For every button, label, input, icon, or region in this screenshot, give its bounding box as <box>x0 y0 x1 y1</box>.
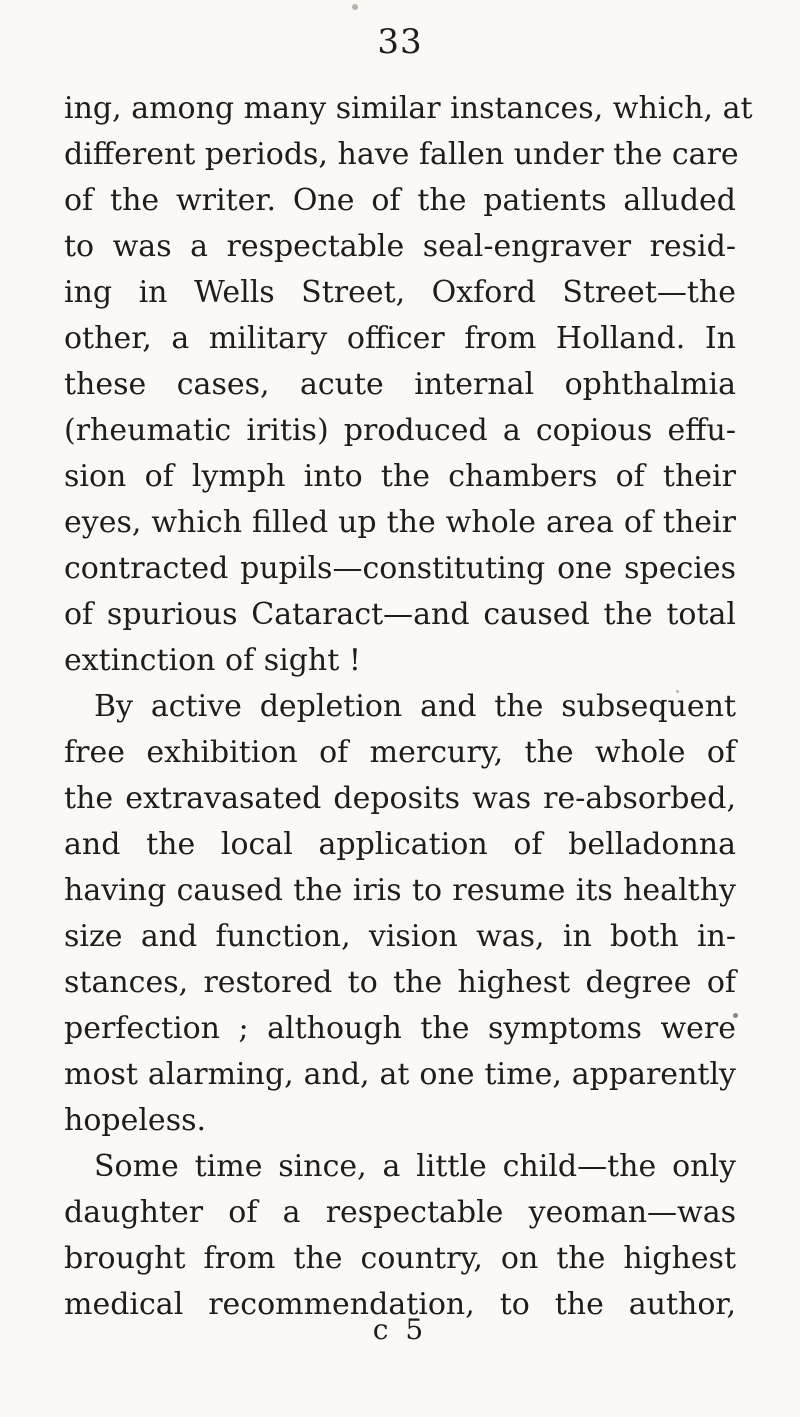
text-line: (rheumatic iritis) produced a copious effu- <box>64 413 736 448</box>
paragraph-start-line: Some time since, a little child—the only <box>94 1149 736 1184</box>
text-line: stances, restored to the highest degree of <box>64 965 736 1000</box>
text-line: having caused the iris to resume its healthy <box>64 873 736 908</box>
text-line: sion of lymph into the chambers of their <box>64 459 736 494</box>
text-line: perfection ; although the symptoms were <box>64 1011 736 1046</box>
paragraph-start-line: By active depletion and the subsequent <box>94 689 736 724</box>
text-line: size and function, vision was, in both in- <box>64 919 736 954</box>
signature-mark: c 5 <box>372 1313 428 1346</box>
text-line: eyes, which filled up the whole area of their <box>64 505 736 540</box>
text-line: these cases, acute internal ophthalmia <box>64 367 736 402</box>
text-line: daughter of a respectable yeoman—was <box>64 1195 736 1230</box>
body-text <box>64 86 753 1328</box>
text-line: contracted pupils—constituting one species <box>64 551 736 586</box>
text-line: the extravasated deposits was re-absorbed, <box>64 781 736 816</box>
paragraph-end-line: extinction of sight ! <box>64 643 361 678</box>
paragraph-end-line: hopeless. <box>64 1103 207 1138</box>
page-number: 33 <box>377 22 423 62</box>
text-line: brought from the country, on the highest <box>64 1241 736 1276</box>
text-line: of spurious Cataract—and caused the total <box>64 597 736 632</box>
text-line: of the writer. One of the patients alluded <box>64 183 736 218</box>
text-line: medical recommendation, to the author, <box>64 1287 736 1322</box>
text-line: ing, among many similar instances, which, at <box>64 91 753 126</box>
text-line: most alarming, and, at one time, apparently <box>64 1057 736 1092</box>
text-line: free exhibition of mercury, the whole of <box>64 735 736 770</box>
text-line: to was a respectable seal-engraver resid- <box>64 229 736 264</box>
paper-speck <box>352 4 358 10</box>
text-line: ing in Wells Street, Oxford Street—the <box>64 275 736 310</box>
text-line: other, a military officer from Holland. In <box>64 321 736 356</box>
text-line: different periods, have fallen under the care <box>64 137 739 172</box>
text-line: and the local application of belladonna <box>64 827 736 862</box>
